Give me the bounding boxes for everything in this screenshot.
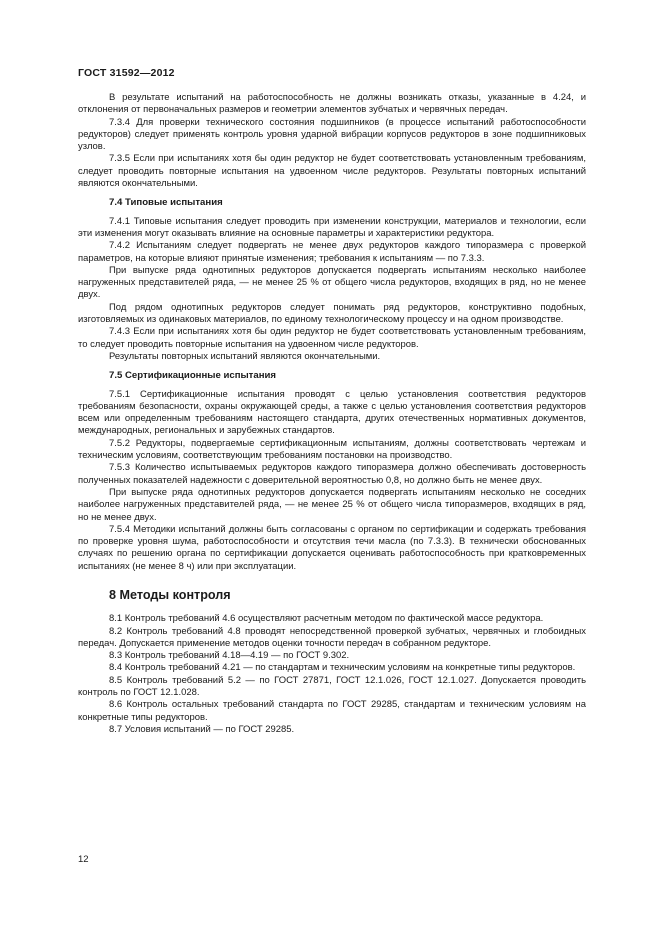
paragraph: 8.6 Контроль остальных требований стандарта по ГОСТ 29285, стандартам и техническим условиям на конкретные типы редукторов. (78, 699, 586, 723)
paragraph: 8.1 Контроль требований 4.6 осуществляют расчетным методом по фактической массе редуктора. (109, 613, 544, 625)
paragraph: 7.4.2 Испытаниям следует подвергать не менее двух редукторов каждого типоразмера с проверкой параметров, на которые влияют принятые изменения; требования к испытаниям — по 7.3.3. (78, 240, 586, 264)
paragraph: 8.4 Контроль требований 4.21 — по стандартам и техническим условиям на конкретные типы редукторов. (109, 662, 576, 674)
paragraph: 7.3.5 Если при испытаниях хотя бы один редуктор не будет соответствовать установленным требованиям, следует проводить повторные испытания на удвоенном числе редукторов. Результаты повторных испытаний являются окончательными. (78, 153, 586, 190)
paragraph: 7.3.4 Для проверки технического состояния подшипников (в процессе испытаний работоспособности редукторов) следует применять контроль уровня ударной вибрации корпусов редукторов в зоне подшипниковых узлов. (78, 116, 586, 153)
paragraph: 7.4.3 Если при испытаниях хотя бы один редуктор не будет соответствовать установленным требованиям, то следует проводить повторные испытания на удвоенном числе редукторов. (78, 326, 586, 350)
section-heading-7-5: 7.5 Сертификационные испытания (109, 370, 277, 382)
paragraph: При выпуске ряда однотипных редукторов допускается подвергать испытаниям несколько не соседних наиболее нагруженных представителей ряда, — не менее 25 % от общего числа типоразмеров, входящих в ряд, но не менее двух. (78, 486, 586, 523)
paragraph: 8.3 Контроль требований 4.18—4.19 — по ГОСТ 9.302. (109, 650, 350, 662)
paragraph: 7.5.1 Сертификационные испытания проводят с целью установления соответствия редукторов требованиям безопасности, охраны окружающей среды, а также с целью установления соответствия редукторов всем или определенным требованиям настоящего стандарта, других отечественных нормативных документов, международных, региональных и зарубежных стандартов. (78, 388, 586, 437)
paragraph: В результате испытаний на работоспособность не должны возникать отказы, указанные в 4.24, и отклонения от первоначальных размеров и геометрии элементов зубчатых и червячных передач. (78, 92, 586, 116)
paragraph: Результаты повторных испытаний являются окончательными. (109, 350, 381, 362)
paragraph: 7.5.3 Количество испытываемых редукторов каждого типоразмера должно обеспечивать достоверность полученных показателей надежности с доверительной вероятностью 0,8, но должно быть не менее двух. (78, 462, 586, 486)
page-content (78, 92, 586, 736)
paragraph: 8.2 Контроль требований 4.8 проводят непосредственной проверкой зубчатых, червячных и глобоидных передач. Допускается применение методов оценки точности передач в собранном редукторе. (78, 625, 586, 649)
section-heading-8: 8 Методы контроля (109, 587, 231, 602)
paragraph: 7.4.1 Типовые испытания следует проводить при изменении конструкции, материалов и технологии, если эти изменения могут оказывать влияние на основные параметры и характеристики редуктора. (78, 215, 586, 239)
paragraph: 8.7 Условия испытаний — по ГОСТ 29285. (109, 723, 295, 735)
paragraph: 8.5 Контроль требований 5.2 — по ГОСТ 27871, ГОСТ 12.1.026, ГОСТ 12.1.027. Допускается проводить контроль по ГОСТ 12.1.028. (78, 674, 586, 699)
paragraph: При выпуске ряда однотипных редукторов допускается подвергать испытаниям несколько наиболее нагруженных представителей ряда, — не менее 25 % от общего числа редукторов, входящих в ряд, но не менее двух. (78, 264, 586, 301)
section-heading-7-4: 7.4 Типовые испытания (109, 197, 223, 209)
standard-header: ГОСТ 31592—2012 (78, 67, 175, 79)
page-number: 12 (78, 854, 89, 865)
paragraph: 7.5.4 Методики испытаний должны быть согласованы с органом по сертификации и содержать требования по проверке уровня шума, работоспособности и отсутствия течи масла (по 7.3.3). В технически обоснованных случаях по решению органа по сертификации допускается оценивать работоспособность при кратковременных испытаниях (не менее 8 ч) или при эксплуатации. (78, 523, 586, 572)
paragraph: Под рядом однотипных редукторов следует понимать ряд редукторов, конструктивно подобных, изготовляемых из одинаковых материалов, по единому технологическому процессу и на одном производстве. (78, 301, 586, 326)
paragraph: 7.5.2 Редукторы, подвергаемые сертификационным испытаниям, должны соответствовать чертежам и техническим условиям, соответствующим требованиям постановки на производство. (78, 437, 586, 462)
